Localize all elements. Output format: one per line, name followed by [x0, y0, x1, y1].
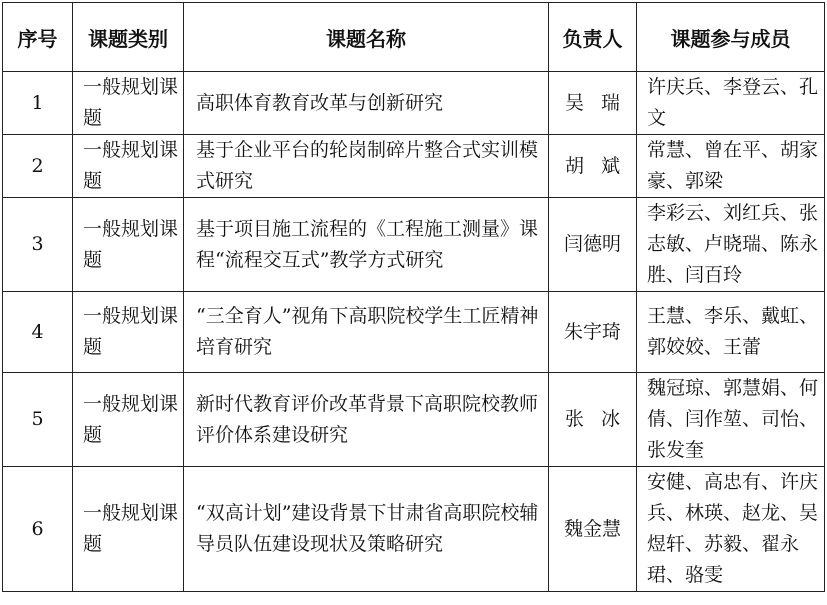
row-title: 新时代教育评价改革背景下高职院校教师评价体系建设研究 — [184, 373, 549, 467]
row-category: 一般规划课题 — [73, 198, 184, 292]
table-header-row — [3, 3, 825, 72]
row-title: 基于项目施工流程的《工程施工测量》课程“流程交互式”教学方式研究 — [184, 198, 549, 292]
row-category: 一般规划课题 — [73, 292, 184, 373]
row-members: 许庆兵、李登云、孔文 — [637, 72, 825, 135]
table-row — [3, 467, 825, 592]
table-row — [3, 198, 825, 292]
row-members: 王慧、李乐、戴虹、郭姣姣、王蕾 — [637, 292, 825, 373]
row-leader: 吴瑞 — [564, 91, 638, 114]
row-members: 常慧、曾在平、胡家豪、郭梁 — [637, 135, 825, 198]
header-category: 课题类别 — [73, 3, 184, 72]
row-no: 6 — [3, 467, 73, 592]
row-leader: 朱宇琦 — [549, 292, 637, 373]
row-members: 李彩云、刘红兵、张志敏、卢晓瑞、陈永胜、闫百玲 — [637, 198, 825, 292]
row-no: 2 — [3, 135, 73, 198]
table-row — [3, 292, 825, 373]
row-title: 基于企业平台的轮岗制碎片整合式实训模式研究 — [184, 135, 549, 198]
header-leader: 负责人 — [549, 3, 637, 72]
header-members: 课题参与成员 — [637, 3, 825, 72]
research-topics-table — [2, 2, 825, 592]
row-leader: 魏金慧 — [549, 467, 637, 592]
table-row — [3, 72, 825, 135]
row-no: 4 — [3, 292, 73, 373]
row-category: 一般规划课题 — [73, 72, 184, 135]
table-row — [3, 135, 825, 198]
row-leader: 胡斌 — [564, 154, 638, 177]
table-row — [3, 373, 825, 467]
row-members: 安健、高忠有、许庆兵、林瑛、赵龙、吴煜轩、苏毅、翟永珺、骆雯 — [637, 467, 825, 592]
row-no: 5 — [3, 373, 73, 467]
row-leader: 张冰 — [564, 408, 638, 430]
row-no: 1 — [3, 72, 73, 135]
row-category: 一般规划课题 — [73, 373, 184, 467]
row-members: 魏冠琼、郭慧娟、何倩、闫作堃、司怡、张发奎 — [637, 373, 825, 467]
row-title: 高职体育教育改革与创新研究 — [184, 72, 549, 135]
row-title: “双高计划”建设背景下甘肃省高职院校辅导员队伍建设现状及策略研究 — [184, 467, 549, 592]
row-title: “三全育人”视角下高职院校学生工匠精神培育研究 — [184, 292, 549, 373]
header-no: 序号 — [3, 3, 73, 72]
row-leader: 闫德明 — [549, 198, 637, 292]
row-category: 一般规划课题 — [73, 135, 184, 198]
header-title: 课题名称 — [184, 3, 549, 72]
row-category: 一般规划课题 — [73, 467, 184, 592]
row-no: 3 — [3, 198, 73, 292]
